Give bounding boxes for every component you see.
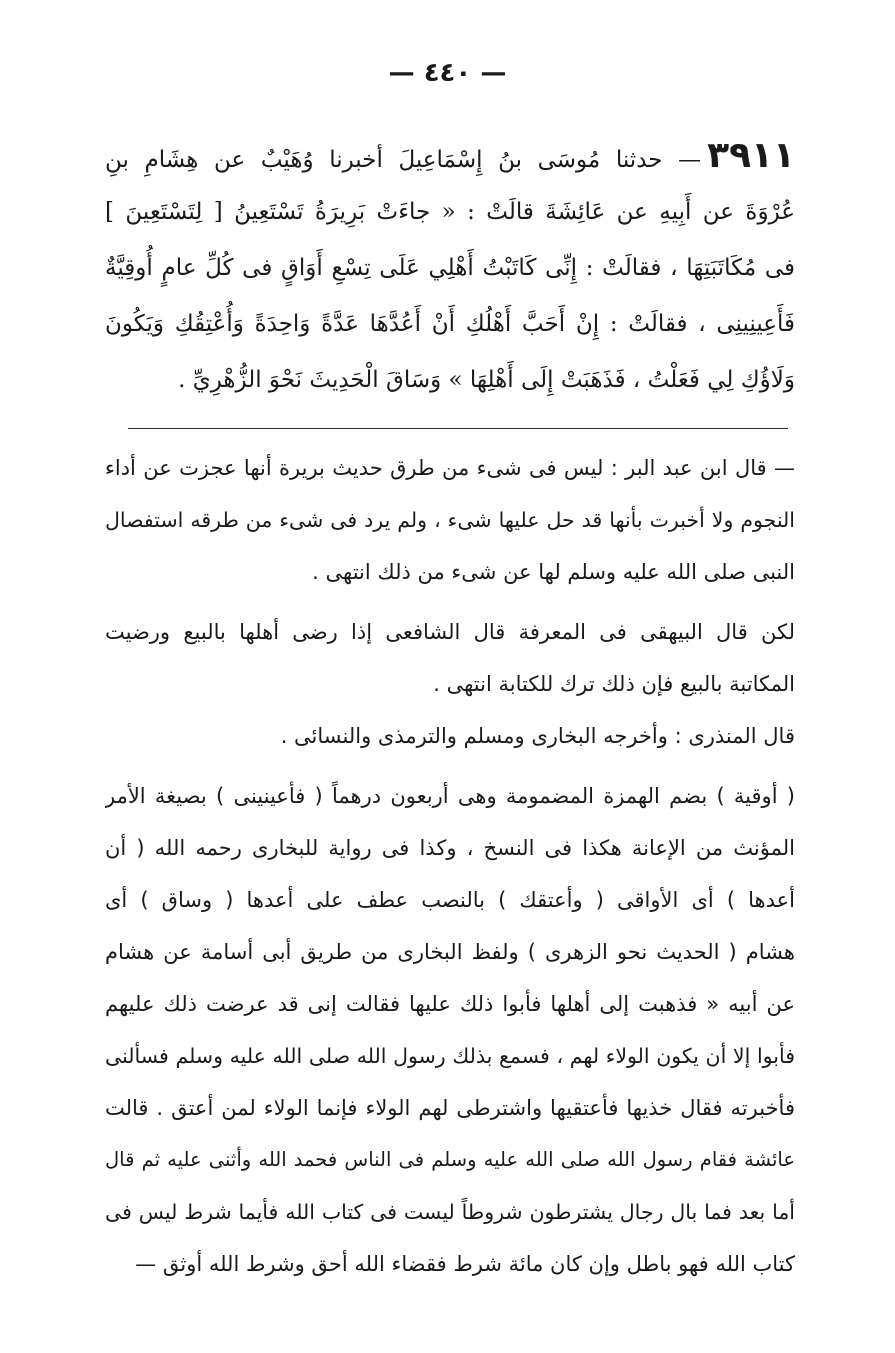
- commentary-line: عن أبيه « فذهبت إلى أهلها فأبوا ذلك عليها فقالت إنى قد عرضت ذلك عليهم: [105, 992, 795, 1016]
- commentary-line: النجوم ولا أخبرت بأنها قد حل عليها شىء ، ولم يرد فى شىء من طرقه استفصال: [105, 508, 795, 532]
- commentary-line: المكاتبة بالبيع فإن ذلك ترك للكتابة انتهى .: [433, 672, 795, 696]
- commentary-line: أما بعد فما بال رجال يشترطون شروطاً ليست فى كتاب الله فأيما شرط ليس فى: [105, 1200, 795, 1224]
- commentary-line: لكن قال البيهقى فى المعرفة قال الشافعى إذا رضى أهلها بالبيع ورضيت: [105, 620, 795, 644]
- commentary-line: عائشة فقام رسول الله صلى الله عليه وسلم فى الناس فحمد الله وأثنى عليه ثم قال: [105, 1148, 795, 1171]
- commentary-line: قال المنذرى : وأخرجه البخارى ومسلم والترمذى والنسائى .: [280, 724, 795, 748]
- page-number: — ٤٤٠ —: [388, 58, 507, 88]
- commentary-line: — قال ابن عبد البر : ليس فى شىء من طرق حديث بريرة أنها عجزت عن أداء: [105, 456, 795, 480]
- section-divider: [128, 428, 788, 429]
- commentary-text: [105, 442, 795, 1290]
- hadith-line: [105, 128, 795, 184]
- commentary-line: النبى صلى الله عليه وسلم لها عن شىء من ذلك انتهى .: [312, 560, 795, 584]
- commentary-line: أعدها ) أى الأواقى ( وأعتقك ) بالنصب عطف على أعدها ( وساق ) أى: [105, 888, 795, 912]
- hadith-line-text: — حدثنا مُوسَى بنُ إِسْمَاعِيلَ أخبرنا وُهَيْبٌ عن هِشَامِ بنِ: [105, 147, 702, 173]
- commentary-line: ( أوقية ) بضم الهمزة المضمومة وهى أربعون درهماً ( فأعينينى ) بصيغة الأمر: [105, 784, 795, 808]
- hadith-line: عُرْوَةَ عن أَبِيهِ عن عَائِشَةَ قالَتْ : « جاءَتْ بَرِيرَةُ تَسْتَعِينُ [ لِتَسْتَعِينَ ]: [105, 199, 795, 225]
- hadith-line: وَلَاؤُكِ لِي فَعَلْتُ ، فَذَهَبَتْ إِلَى أَهْلِهَا » وَسَاقَ الْحَدِيثَ نَحْوَ الزُّهْرِيِّ .: [178, 367, 795, 393]
- commentary-line: فأبوا إلا أن يكون الولاء لهم ، فسمع بذلك رسول الله صلى الله عليه وسلم فسألنى: [105, 1044, 795, 1068]
- commentary-line: فأخبرته فقال خذيها فأعتقيها واشترطى لهم الولاء فإنما الولاء لمن أعتق . قالت: [105, 1096, 795, 1120]
- hadith-line: فَأَعِينِينِى ، فقالَتْ : إِنْ أَحَبَّ أَهْلُكِ أَنْ أَعُدَّهَا عَدَّةً وَاحِدَةً وَأُعْتِقُكِ وَيَكُونَ: [105, 311, 795, 337]
- hadith-line: فى مُكَاتَبَتِهَا ، فقالَتْ : إِنِّى كَاتَبْتُ أَهْلِي عَلَى تِسْعِ أَوَاقٍ فى كُلِّ عامٍ أُوقِيَّةٌ: [105, 255, 795, 281]
- hadith-number: ٣٩١١: [707, 135, 795, 176]
- commentary-line: المؤنث من الإعانة هكذا فى النسخ ، وكذا فى رواية للبخارى رحمه الله ( أن: [105, 836, 795, 860]
- hadith-text: [105, 128, 795, 408]
- commentary-line: هشام ( الحديث نحو الزهرى ) ولفظ البخارى من طريق أبى أسامة عن هشام: [105, 940, 795, 964]
- commentary-line: كتاب الله فهو باطل وإن كان مائة شرط فقضاء الله أحق وشرط الله أوثق —: [135, 1252, 795, 1276]
